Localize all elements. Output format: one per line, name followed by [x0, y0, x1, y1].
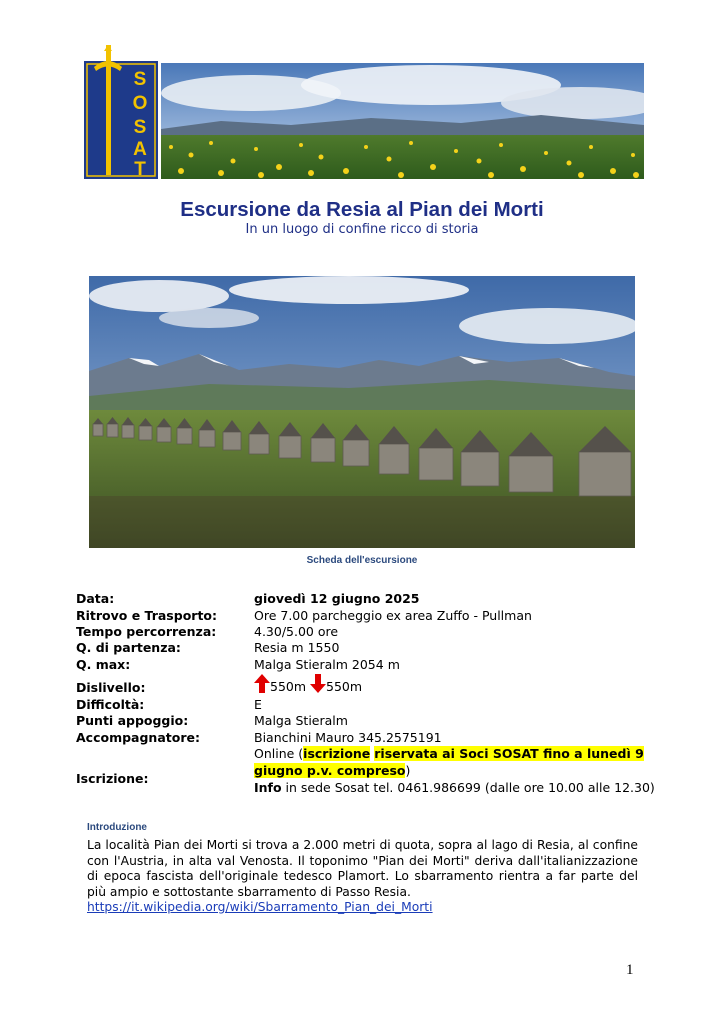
- ascent-value: 550m: [270, 679, 307, 694]
- photo-caption: Scheda dell'escursione: [306, 555, 418, 566]
- header-banner-image: [161, 63, 644, 179]
- highlight-giugno: giugno p.v. compreso: [254, 763, 406, 778]
- online-prefix: Online (: [254, 746, 304, 761]
- page-title: Escursione da Resia al Pian dei Morti: [180, 198, 544, 221]
- detail-label: Difficoltà:: [76, 697, 145, 712]
- intro-paragraph: [87, 838, 638, 916]
- detail-value: E: [254, 697, 262, 712]
- detail-label: Dislivello:: [76, 680, 146, 695]
- detail-value: Resia m 1550: [254, 640, 340, 655]
- detail-value-date: giovedì 12 giugno 2025: [254, 591, 420, 606]
- arrow-up-icon: [254, 674, 270, 697]
- svg-text:S: S: [133, 69, 147, 90]
- detail-label: Accompagnatore:: [76, 730, 200, 745]
- page-number: 1: [626, 962, 634, 978]
- page-subtitle: In un luogo di confine ricco di storia: [245, 222, 479, 237]
- detail-label: Q. max:: [76, 657, 131, 672]
- intro-heading: Introduzione: [87, 822, 147, 833]
- detail-value: Malga Stieralm: [254, 713, 348, 728]
- detail-value: Ore 7.00 parcheggio ex area Zuffo - Pullman: [254, 608, 532, 623]
- detail-label: Iscrizione:: [76, 771, 149, 786]
- main-photo: [89, 276, 635, 548]
- iscrizione-line-1: [254, 746, 644, 762]
- info-text: in sede Sosat tel. 0461.986699 (dalle ore 10.00 alle 12.30): [281, 780, 655, 795]
- intro-text: La località Pian dei Morti si trova a 2.000 metri di quota, sopra al lago di Resia, al confine con l'Austria, in alta val Venosta. Il toponimo "Pian dei Morti" deriva dall'italianizzazione di epoca fascista dell'originale tedesco Plamort. Lo sbarramento rientra a far parte del più ampio e sottostante sbarramento di Passo Resia.: [87, 838, 638, 899]
- svg-text:O: O: [132, 93, 148, 114]
- detail-label: Tempo percorrenza:: [76, 624, 217, 639]
- highlight-riservata: riservata ai Soci SOSAT fino a lunedì 9: [374, 746, 644, 761]
- detail-value: Bianchini Mauro 345.2575191: [254, 730, 442, 745]
- arrow-down-icon: [310, 674, 326, 697]
- detail-value: 4.30/5.00 ore: [254, 624, 339, 639]
- svg-text:A: A: [133, 139, 147, 160]
- iscrizione-line-2: [254, 763, 410, 779]
- info-line: [254, 780, 655, 796]
- detail-value: Malga Stieralm 2054 m: [254, 657, 400, 672]
- info-bold: Info: [254, 780, 282, 795]
- svg-text:S: S: [133, 117, 147, 138]
- detail-value-dislivello: [254, 674, 362, 697]
- wikipedia-link[interactable]: https://it.wikipedia.org/wiki/Sbarramento_Pian_dei_Morti: [87, 900, 433, 914]
- descent-value: 550m: [326, 679, 363, 694]
- online-suffix: ): [405, 763, 411, 778]
- detail-label: Q. di partenza:: [76, 640, 181, 655]
- sosat-logo: [84, 45, 158, 179]
- detail-label: Data:: [76, 591, 115, 606]
- highlight-iscrizione: iscrizione: [303, 746, 371, 761]
- detail-label: Ritrovo e Trasporto:: [76, 608, 218, 623]
- svg-text:T: T: [134, 159, 146, 179]
- detail-label: Punti appoggio:: [76, 713, 189, 728]
